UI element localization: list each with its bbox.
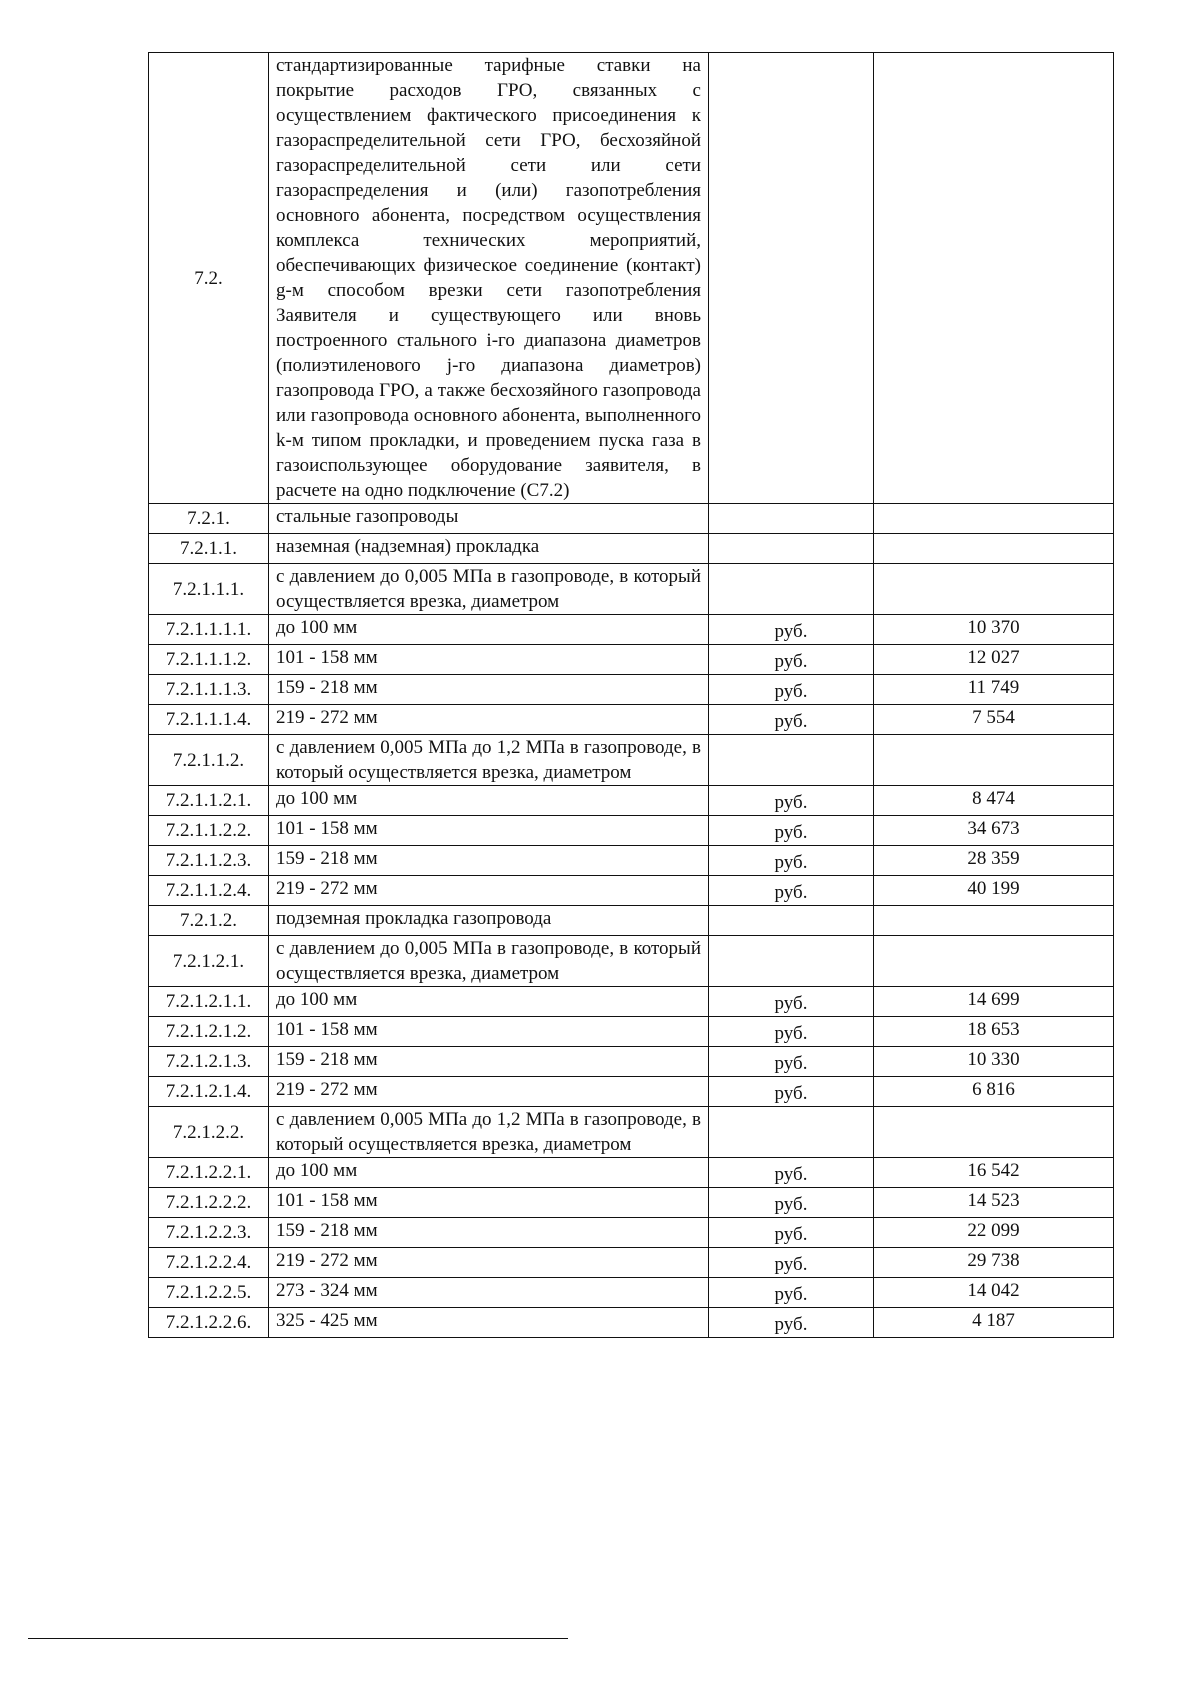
table-row	[149, 1077, 1114, 1107]
table-row	[149, 936, 1114, 987]
row-description: 325 - 425 мм	[269, 1308, 709, 1338]
row-description: до 100 мм	[269, 1158, 709, 1188]
row-number: 7.2.1.2.2.6.	[149, 1308, 269, 1338]
row-value: 11 749	[874, 675, 1114, 705]
row-number: 7.2.1.2.2.1.	[149, 1158, 269, 1188]
row-number: 7.2.1.2.2.	[149, 1107, 269, 1158]
row-value	[874, 735, 1114, 786]
row-value	[874, 936, 1114, 987]
table-row	[149, 1218, 1114, 1248]
row-unit	[709, 735, 874, 786]
row-unit	[709, 534, 874, 564]
row-unit: руб.	[709, 1248, 874, 1278]
table-row	[149, 675, 1114, 705]
footnote-separator	[28, 1638, 568, 1639]
row-number: 7.2.1.1.2.3.	[149, 846, 269, 876]
row-value: 28 359	[874, 846, 1114, 876]
row-unit: руб.	[709, 705, 874, 735]
row-unit: руб.	[709, 876, 874, 906]
row-value: 16 542	[874, 1158, 1114, 1188]
row-number: 7.2.1.2.2.5.	[149, 1278, 269, 1308]
table-row	[149, 1248, 1114, 1278]
row-value: 7 554	[874, 705, 1114, 735]
row-unit: руб.	[709, 615, 874, 645]
row-value: 4 187	[874, 1308, 1114, 1338]
row-description: 101 - 158 мм	[269, 1188, 709, 1218]
row-unit: руб.	[709, 786, 874, 816]
row-unit: руб.	[709, 1017, 874, 1047]
row-description: 159 - 218 мм	[269, 1047, 709, 1077]
row-value: 34 673	[874, 816, 1114, 846]
row-description: стандартизированные тарифные ставки на покрытие расходов ГРО, связанных с осуществлением фактического присоединения к газораспределительной сети ГРО, бесхозяйной газораспределительной сети или сети газораспределения и (или) газопотребления основного абонента, посредством осуществления комплекса технических мероприятий, обеспечивающих физическое соединение (контакт) g-м способом врезки сети газопотребления Заявителя и существующего или вновь построенного стального i-го диапазона диаметров (полиэтиленового j-го диапазона диаметров) газопровода ГРО, а также бесхозяйного газопровода или газопровода основного абонента, выполненного k-м типом прокладки, и проведением пуска газа в газоиспользующее оборудование заявителя, в расчете на одно подключение (С7.2)	[269, 53, 709, 504]
row-unit: руб.	[709, 1188, 874, 1218]
table-row	[149, 564, 1114, 615]
row-unit: руб.	[709, 987, 874, 1017]
row-description: с давлением 0,005 МПа до 1,2 МПа в газопроводе, в который осуществляется врезка, диаметром	[269, 1107, 709, 1158]
row-description: 101 - 158 мм	[269, 1017, 709, 1047]
row-description: с давлением 0,005 МПа до 1,2 МПа в газопроводе, в который осуществляется врезка, диаметром	[269, 735, 709, 786]
row-unit: руб.	[709, 1308, 874, 1338]
row-unit: руб.	[709, 1158, 874, 1188]
table-row	[149, 816, 1114, 846]
tariff-table-body	[149, 53, 1114, 1338]
row-description: до 100 мм	[269, 987, 709, 1017]
row-unit	[709, 906, 874, 936]
row-unit	[709, 53, 874, 504]
row-description: 219 - 272 мм	[269, 1077, 709, 1107]
row-description: до 100 мм	[269, 786, 709, 816]
row-number: 7.2.1.2.1.3.	[149, 1047, 269, 1077]
row-number: 7.2.1.2.1.1.	[149, 987, 269, 1017]
row-value: 14 699	[874, 987, 1114, 1017]
row-value: 12 027	[874, 645, 1114, 675]
table-row	[149, 53, 1114, 504]
row-value: 10 330	[874, 1047, 1114, 1077]
table-row	[149, 846, 1114, 876]
row-number: 7.2.1.1.1.	[149, 564, 269, 615]
table-row	[149, 735, 1114, 786]
row-number: 7.2.1.1.2.4.	[149, 876, 269, 906]
row-value: 14 042	[874, 1278, 1114, 1308]
row-number: 7.2.	[149, 53, 269, 504]
tariff-table	[148, 52, 1114, 1338]
table-row	[149, 534, 1114, 564]
table-row	[149, 1158, 1114, 1188]
table-row	[149, 987, 1114, 1017]
row-unit	[709, 936, 874, 987]
row-value	[874, 564, 1114, 615]
row-description: 101 - 158 мм	[269, 816, 709, 846]
row-number: 7.2.1.1.	[149, 534, 269, 564]
table-row	[149, 1017, 1114, 1047]
row-number: 7.2.1.1.2.1.	[149, 786, 269, 816]
row-description: 219 - 272 мм	[269, 705, 709, 735]
row-number: 7.2.1.1.1.3.	[149, 675, 269, 705]
row-value: 18 653	[874, 1017, 1114, 1047]
row-unit: руб.	[709, 846, 874, 876]
row-number: 7.2.1.2.2.2.	[149, 1188, 269, 1218]
table-row	[149, 504, 1114, 534]
row-value: 6 816	[874, 1077, 1114, 1107]
row-description: стальные газопроводы	[269, 504, 709, 534]
row-value	[874, 534, 1114, 564]
row-number: 7.2.1.1.2.	[149, 735, 269, 786]
row-description: 219 - 272 мм	[269, 876, 709, 906]
table-row	[149, 1278, 1114, 1308]
row-value	[874, 1107, 1114, 1158]
row-unit: руб.	[709, 645, 874, 675]
row-number: 7.2.1.2.	[149, 906, 269, 936]
row-description: с давлением до 0,005 МПа в газопроводе, в который осуществляется врезка, диаметром	[269, 936, 709, 987]
table-row	[149, 906, 1114, 936]
row-number: 7.2.1.1.2.2.	[149, 816, 269, 846]
row-description: до 100 мм	[269, 615, 709, 645]
row-description: 159 - 218 мм	[269, 846, 709, 876]
row-description: 273 - 324 мм	[269, 1278, 709, 1308]
row-value: 14 523	[874, 1188, 1114, 1218]
row-number: 7.2.1.2.2.4.	[149, 1248, 269, 1278]
row-value: 29 738	[874, 1248, 1114, 1278]
table-row	[149, 876, 1114, 906]
table-row	[149, 645, 1114, 675]
row-number: 7.2.1.2.1.2.	[149, 1017, 269, 1047]
row-description: 159 - 218 мм	[269, 1218, 709, 1248]
row-number: 7.2.1.1.1.4.	[149, 705, 269, 735]
row-unit: руб.	[709, 1218, 874, 1248]
row-value: 40 199	[874, 876, 1114, 906]
row-description: подземная прокладка газопровода	[269, 906, 709, 936]
row-unit: руб.	[709, 1047, 874, 1077]
row-value: 8 474	[874, 786, 1114, 816]
row-value	[874, 53, 1114, 504]
row-unit	[709, 504, 874, 534]
row-unit: руб.	[709, 1278, 874, 1308]
row-description: 101 - 158 мм	[269, 645, 709, 675]
row-number: 7.2.1.1.1.2.	[149, 645, 269, 675]
table-row	[149, 1047, 1114, 1077]
row-unit: руб.	[709, 1077, 874, 1107]
row-value	[874, 906, 1114, 936]
table-row	[149, 615, 1114, 645]
row-unit	[709, 564, 874, 615]
row-number: 7.2.1.2.1.	[149, 936, 269, 987]
row-unit: руб.	[709, 675, 874, 705]
row-number: 7.2.1.2.1.4.	[149, 1077, 269, 1107]
row-description: 159 - 218 мм	[269, 675, 709, 705]
row-number: 7.2.1.1.1.1.	[149, 615, 269, 645]
tariff-table-container	[148, 52, 1114, 1338]
row-description: 219 - 272 мм	[269, 1248, 709, 1278]
row-description: наземная (надземная) прокладка	[269, 534, 709, 564]
table-row	[149, 786, 1114, 816]
row-description: с давлением до 0,005 МПа в газопроводе, в который осуществляется врезка, диаметром	[269, 564, 709, 615]
table-row	[149, 1107, 1114, 1158]
table-row	[149, 1188, 1114, 1218]
row-value: 10 370	[874, 615, 1114, 645]
row-unit: руб.	[709, 816, 874, 846]
row-unit	[709, 1107, 874, 1158]
row-number: 7.2.1.	[149, 504, 269, 534]
row-value	[874, 504, 1114, 534]
row-value: 22 099	[874, 1218, 1114, 1248]
row-number: 7.2.1.2.2.3.	[149, 1218, 269, 1248]
table-row	[149, 1308, 1114, 1338]
table-row	[149, 705, 1114, 735]
